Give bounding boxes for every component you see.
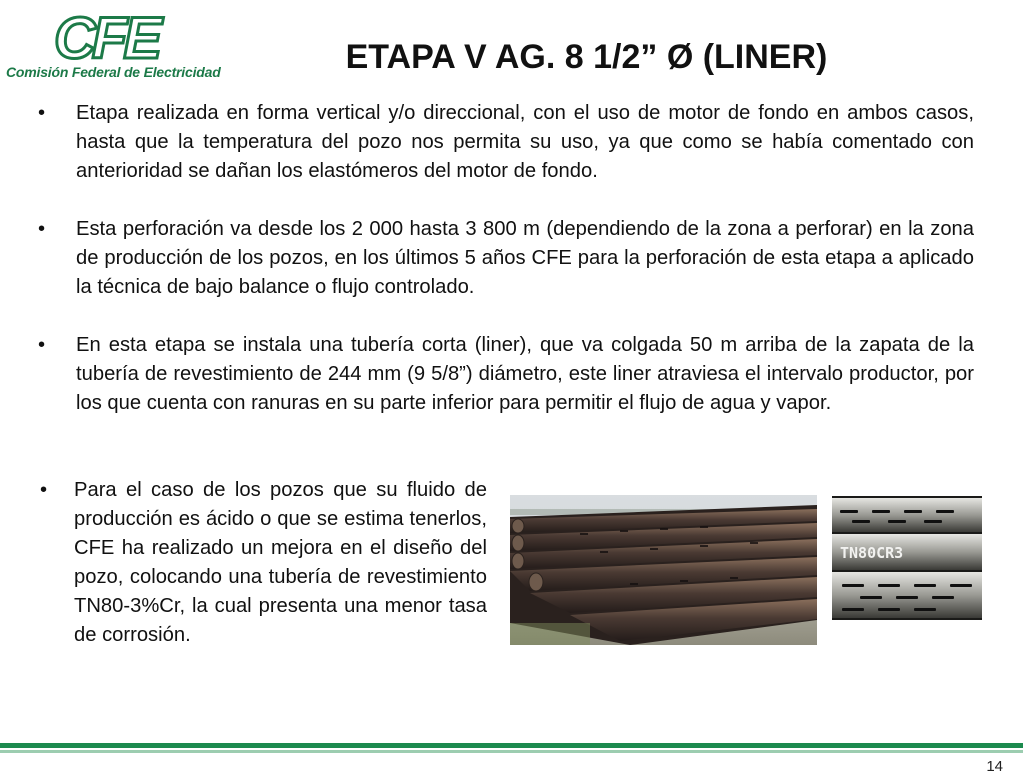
list-item [38,215,974,302]
bullet-list [38,99,974,418]
bullet-list-bottom [40,476,487,650]
list-item [38,331,974,418]
bullet-text: Esta perforación va desde los 2 000 hasta 3 800 m (dependiendo de la zona a perforar) en la zona de producción de los pozos, en los últimos 5 años CFE para la perforación de esta etapa a aplicado la técnica de bajo balance o flujo controlado. [76,218,974,298]
logo-caption: Comisión Federal de Electricidad [6,64,221,80]
stacked-slotted-pipes-photo [510,495,817,645]
footer-bar-light [0,750,1023,753]
bullet-marker: • [38,102,46,124]
page-title: ETAPA V AG. 8 1/2” Ø (LINER) [345,38,828,76]
closeup-photo-svg [832,496,982,620]
list-item [40,476,487,650]
page-number: 14 [986,758,1003,775]
logo-text: CFE [54,6,158,64]
footer-bar [0,743,1023,748]
bullet-marker: • [38,218,46,240]
bullet-marker: • [38,334,46,356]
slotted-liner-closeup-photo [832,496,982,620]
pipes-photo-svg [510,495,817,645]
bullet-text: Etapa realizada en forma vertical y/o direccional, con el uso de motor de fondo en ambos casos, hasta que la temperatura del pozo nos permita su uso, ya que como se había comentado con anterioridad se dañan los elastómeros del motor de fondo. [76,102,974,182]
bullet-marker: • [40,479,48,501]
list-item [38,99,974,186]
bullet-text: Para el caso de los pozos que su fluido de producción es ácido o que se estima tenerlos, CFE ha realizado un mejora en el diseño del pozo, colocando una tubería de revestimiento TN80-3%Cr, la cual presenta una menor tasa de corrosión. [74,479,487,646]
pipe-stencil-text: TN80CR3 [840,544,904,562]
bullet-text: En esta etapa se instala una tubería corta (liner), que va colgada 50 m arriba de la zapata de la tubería de revestimiento de 244 mm (9 5/8”) diámetro, este liner atraviesa el intervalo productor, por los que cuenta con ranuras en su parte inferior para permitir el flujo de agua y vapor. [76,334,974,414]
